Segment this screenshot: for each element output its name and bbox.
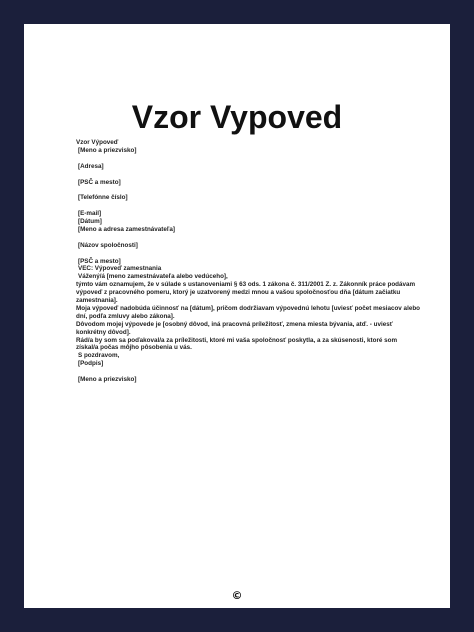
copyright-icon: © xyxy=(231,589,243,602)
paragraph-effective-date: Moja výpoveď nadobúda účinnosť na [dátum], pričom dodržiavam výpovednú lehotu [uviesť počet mesiacov alebo dní, podľa zmluvy alebo zákona]. xyxy=(76,304,421,320)
paragraph-notice: týmto vám oznamujem, že v súlade s ustanoveniami § 63 ods. 1 zákona č. 311/2001 Z. z. Zákonník práce podávam výpoveď z pracovného pomeru, ktorý je uzatvorený medzi mnou a vašou spoločnosťou dňa [dátum začiatku zamestnania]. xyxy=(76,281,416,305)
letter-heading: Vzor Výpoveď xyxy=(76,139,119,146)
document-title: Vzor Vypoved xyxy=(131,99,343,135)
employer-name-address: [Meno a adresa zamestnávateľa] xyxy=(78,225,175,233)
paragraph-thanks: Rád/a by som sa poďakoval/a za príležitosti, ktoré mi vaša spoločnosť poskytla, a za skúsenosti, ktoré som získal/a počas môjho pôsobenia u vás. xyxy=(76,336,398,352)
spacer xyxy=(76,155,421,163)
sender-email: [E-mail] xyxy=(78,210,102,218)
spacer xyxy=(76,368,421,376)
spacer xyxy=(76,250,421,258)
spacer xyxy=(76,171,421,179)
spacer xyxy=(76,234,421,242)
sender-address: [Adresa] xyxy=(78,162,104,170)
spacer xyxy=(76,186,421,194)
sender-zip-city: [PSČ a mesto] xyxy=(78,178,121,186)
letter-salutation: Vážený/á [meno zamestnávateľa alebo vedúceho], xyxy=(78,273,228,281)
letter-subject: VEC: Výpoveď zamestnania xyxy=(78,265,162,273)
paragraph-reason: Dôvodom mojej výpovede je [osobný dôvod, iná pracovná príležitosť, zmena miesta bývania, atď. - uviesť konkrétny dôvod]. xyxy=(76,320,393,336)
letter-signature: [Podpis] xyxy=(78,360,104,368)
spacer xyxy=(76,202,421,210)
sender-phone: [Telefónne číslo] xyxy=(78,194,128,202)
letter-body xyxy=(76,139,421,384)
letter-closing: S pozdravom, xyxy=(78,352,120,360)
sender-name: [Meno a priezvisko] xyxy=(78,146,137,154)
signer-name: [Meno a priezvisko] xyxy=(78,376,137,384)
company-zip-city: [PSČ a mesto] xyxy=(78,257,121,265)
letter-date: [Dátum] xyxy=(78,218,102,225)
company-name: [Názov spoločnosti] xyxy=(78,241,138,249)
document-page xyxy=(24,24,450,608)
